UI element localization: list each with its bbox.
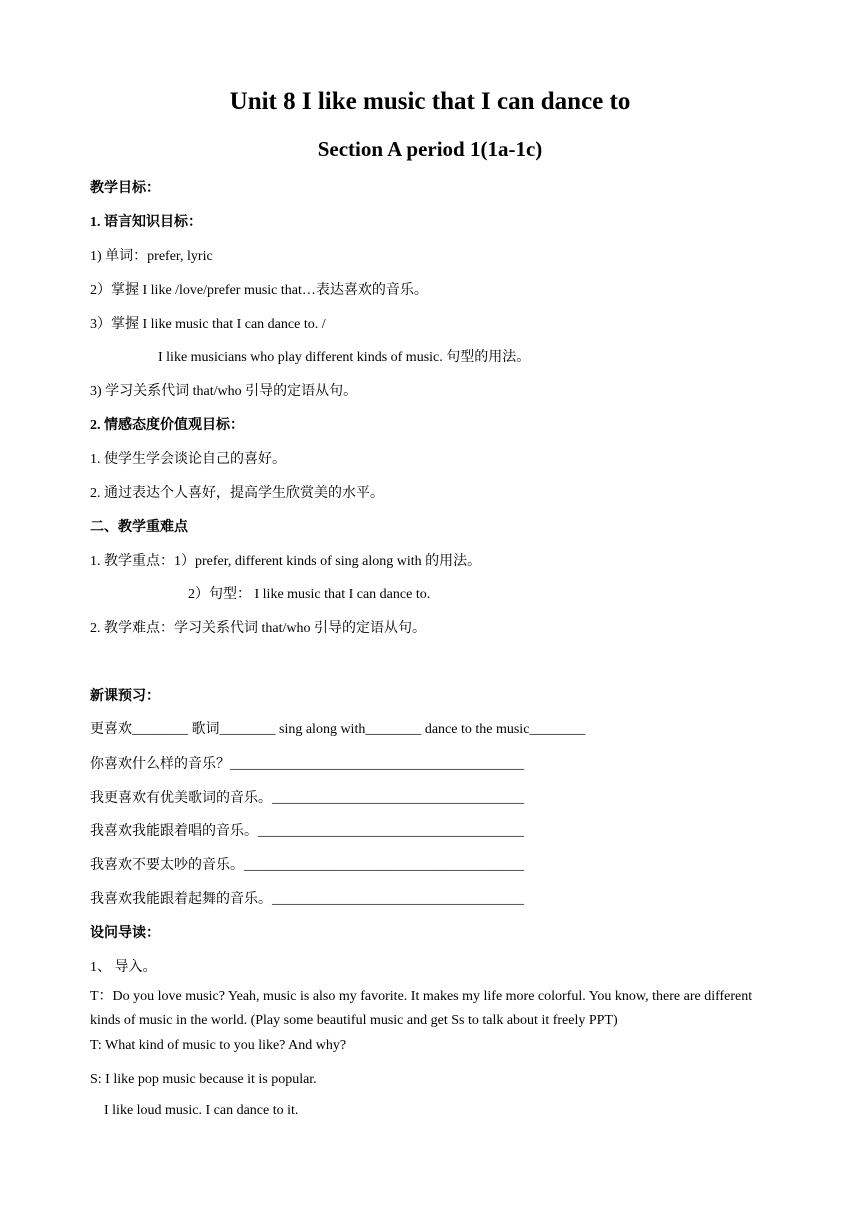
preview-question-1: 你喜欢什么样的音乐？__________________________________________ [90,757,524,772]
key-point-2: 2. 教学难点：学习关系代词 that/who 引导的定语从句。 [90,621,426,636]
key-point-1-continued: 2）句型： I like music that I can dance to. [188,587,431,602]
preview-question-3: 我喜欢我能跟着唱的音乐。______________________________________ [90,824,524,839]
guide-heading: 设问导读： [90,926,160,941]
key-point-1: 1. 教学重点：1）prefer, different kinds of sing along with 的用法。 [90,554,482,569]
preview-question-5: 我喜欢我能跟着起舞的音乐。____________________________________ [90,892,524,907]
document-title: Unit 8 I like music that I can dance to [229,88,631,115]
attitude-goal-2: 2. 通过表达个人喜好，提高学生欣赏美的水平。 [90,486,384,501]
guide-step-1: 1、 导入。 [90,960,157,975]
preview-vocab-line: 更喜欢________ 歌词________ sing along with________ dance to the music________ [90,722,586,737]
attitude-goal-1: 1. 使学生学会谈论自己的喜好。 [90,452,286,467]
goals-heading: 教学目标： [90,181,160,196]
goal-item-2: 2）掌握 I like /love/prefer music that…表达喜欢的音乐。 [90,283,428,298]
preview-question-4: 我喜欢不要太吵的音乐。________________________________________ [90,858,524,873]
document-subtitle: Section A period 1(1a-1c) [317,137,543,161]
key-points-heading: 二、教学重难点 [90,520,188,535]
student-answer-2: I like loud music. I can dance to it. [104,1103,299,1118]
goal-item-4: 3) 学习关系代词 that/who 引导的定语从句。 [90,384,358,399]
goal-item-3: 3）掌握 I like music that I can dance to. / [90,317,326,332]
preview-question-2: 我更喜欢有优美歌词的音乐。____________________________________ [90,791,524,806]
goal-item-3-continued: I like musicians who play different kinds of music. 句型的用法。 [158,350,531,365]
goal-item-1: 1) 单词：prefer, lyric [90,249,213,264]
knowledge-goals-heading: 1. 语言知识目标： [90,215,202,230]
student-answer-1: S: I like pop music because it is popular. [90,1072,317,1087]
teacher-intro-paragraph: T：Do you love music? Yeah, music is also my favorite. It makes my life more colorful. You know, there are different kinds of music in the world. (Play some beautiful music and get Ss to talk about it freely PPT) [90,989,753,1028]
preview-heading: 新课预习： [90,689,160,704]
teacher-question: T: What kind of music to you like? And why? [90,1038,347,1053]
attitude-goals-heading: 2. 情感态度价值观目标： [90,418,244,433]
